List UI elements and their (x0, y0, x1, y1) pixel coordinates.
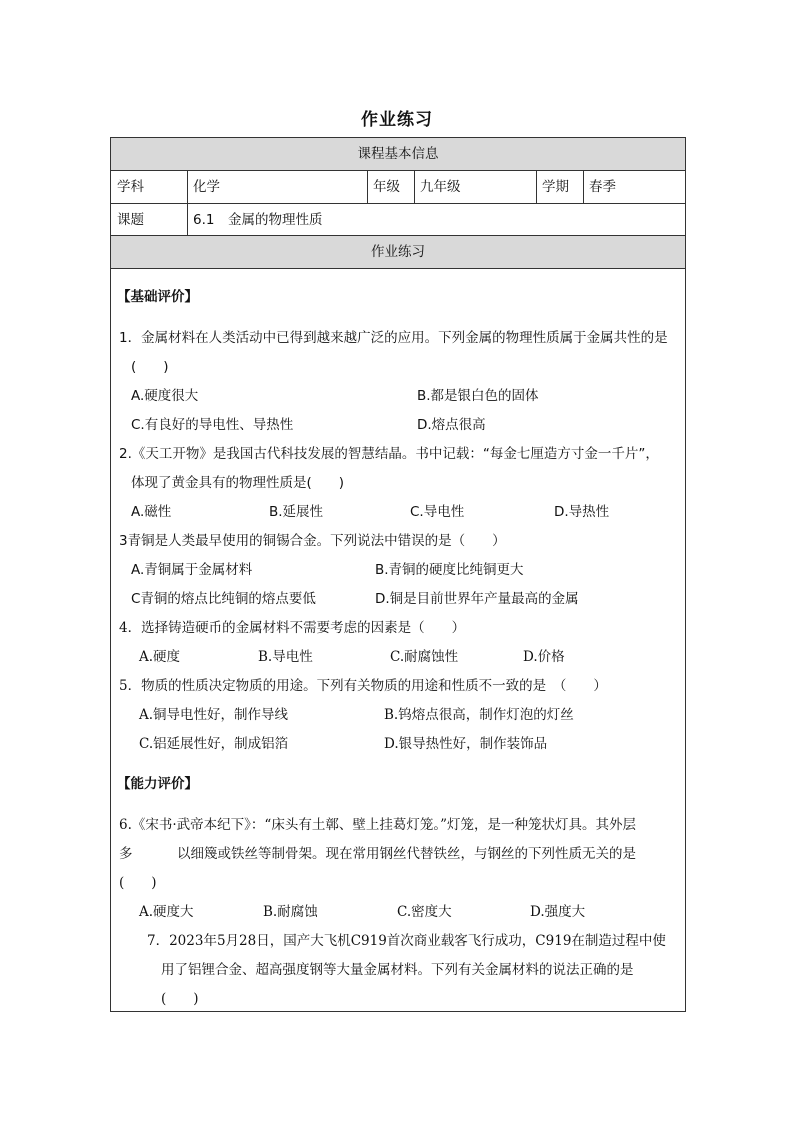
q6-stem-2b: 以细篾或铁丝等制骨架。现在常用钢丝代替铁丝，与钢丝的下列性质无关的是 (177, 846, 636, 862)
q4-option-a: A.硬度 (139, 649, 181, 665)
grade-label: 年级 (373, 179, 400, 195)
topic-value: 6.1 金属的物理性质 (193, 212, 323, 228)
q1-blank: ( ) (131, 359, 169, 375)
q2-stem: 2.《天工开物》是我国古代科技发展的智慧结晶。书中记载：“每金七厘造方寸金一千片”， (119, 446, 659, 462)
q1-option-b: B.都是银白色的固体 (417, 388, 539, 404)
q3-option-b: B.青铜的硬度比纯铜更大 (375, 562, 524, 578)
term-label: 学期 (542, 179, 569, 195)
course-info-header: 课程基本信息 (111, 138, 685, 170)
topic-label: 课题 (117, 212, 144, 228)
q5-option-c: C.铝延展性好，制成铝箔 (139, 736, 289, 752)
q1-option-a: A.硬度很大 (131, 388, 199, 404)
q4-stem: 4．选择铸造硬币的金属材料不需要考虑的因素是（ ） (119, 620, 466, 636)
q7-stem: 7．2023年5月28日，国产大飞机C919首次商业载客飞行成功，C919在制造过程中使 (147, 933, 666, 949)
q5-option-b: B.钨熔点很高，制作灯泡的灯丝 (384, 707, 574, 723)
q5-stem: 5．物质的性质决定物质的用途。下列有关物质的用途和性质不一致的是 （ ） (119, 678, 607, 694)
q2-option-b: B.延展性 (269, 504, 324, 520)
subject-label: 学科 (117, 179, 144, 195)
q3-option-d: D.铜是目前世界年产量最高的金属 (375, 591, 579, 607)
q4-option-d: D.价格 (523, 649, 565, 665)
q1-option-d: D.熔点很高 (417, 417, 486, 433)
q7-stem-2: 用了铝锂合金、超高强度钢等大量金属材料。下列有关金属材料的说法正确的是 (161, 962, 634, 978)
q5-option-d: D.银导热性好，制作装饰品 (384, 736, 548, 752)
q3-option-a: A.青铜属于金属材料 (131, 562, 253, 578)
subject-value: 化学 (193, 179, 220, 195)
q4-option-b: B.导电性 (258, 649, 313, 665)
q1-option-c: C.有良好的导电性、导热性 (131, 417, 294, 433)
exercise-header: 作业练习 (111, 236, 685, 268)
q6-blank: ( ) (119, 875, 157, 891)
q4-option-c: C.耐腐蚀性 (390, 649, 459, 665)
q3-option-c: C青铜的熔点比纯铜的熔点要低 (131, 591, 316, 607)
q5-option-a: A.铜导电性好，制作导线 (139, 707, 289, 723)
q2-option-a: A.磁性 (131, 504, 172, 520)
q7-blank: ( ) (161, 991, 199, 1007)
term-value: 春季 (589, 179, 616, 195)
q6-option-b: B.耐腐蚀 (263, 904, 318, 920)
basic-section-heading: 【基础评价】 (117, 289, 198, 305)
q6-option-a: A.硬度大 (139, 904, 194, 920)
ability-section-heading: 【能力评价】 (117, 776, 198, 792)
q2-option-c: C.导电性 (410, 504, 465, 520)
q6-stem: 6.《宋书·武帝本纪下》：“床头有土鄣、壁上挂葛灯笼。”灯笼，是一种笼状灯具。其外层 (119, 817, 636, 833)
page-title: 作业练习 (361, 110, 433, 130)
q6-option-d: D.强度大 (530, 904, 586, 920)
q6-stem-2a: 多 (119, 846, 133, 862)
q1-stem: 1．金属材料在人类活动中已得到越来越广泛的应用。下列金属的物理性质属于金属共性的是 (119, 330, 668, 346)
q2-option-d: D.导热性 (554, 504, 610, 520)
q6-option-c: C.密度大 (397, 904, 452, 920)
q2-stem-2: 体现了黄金具有的物理性质是( ) (131, 475, 345, 491)
grade-value: 九年级 (420, 179, 461, 195)
q3-stem: 3青铜是人类最早使用的铜锡合金。下列说法中错误的是（ ） (119, 533, 506, 549)
homework-sheet (110, 137, 686, 1012)
